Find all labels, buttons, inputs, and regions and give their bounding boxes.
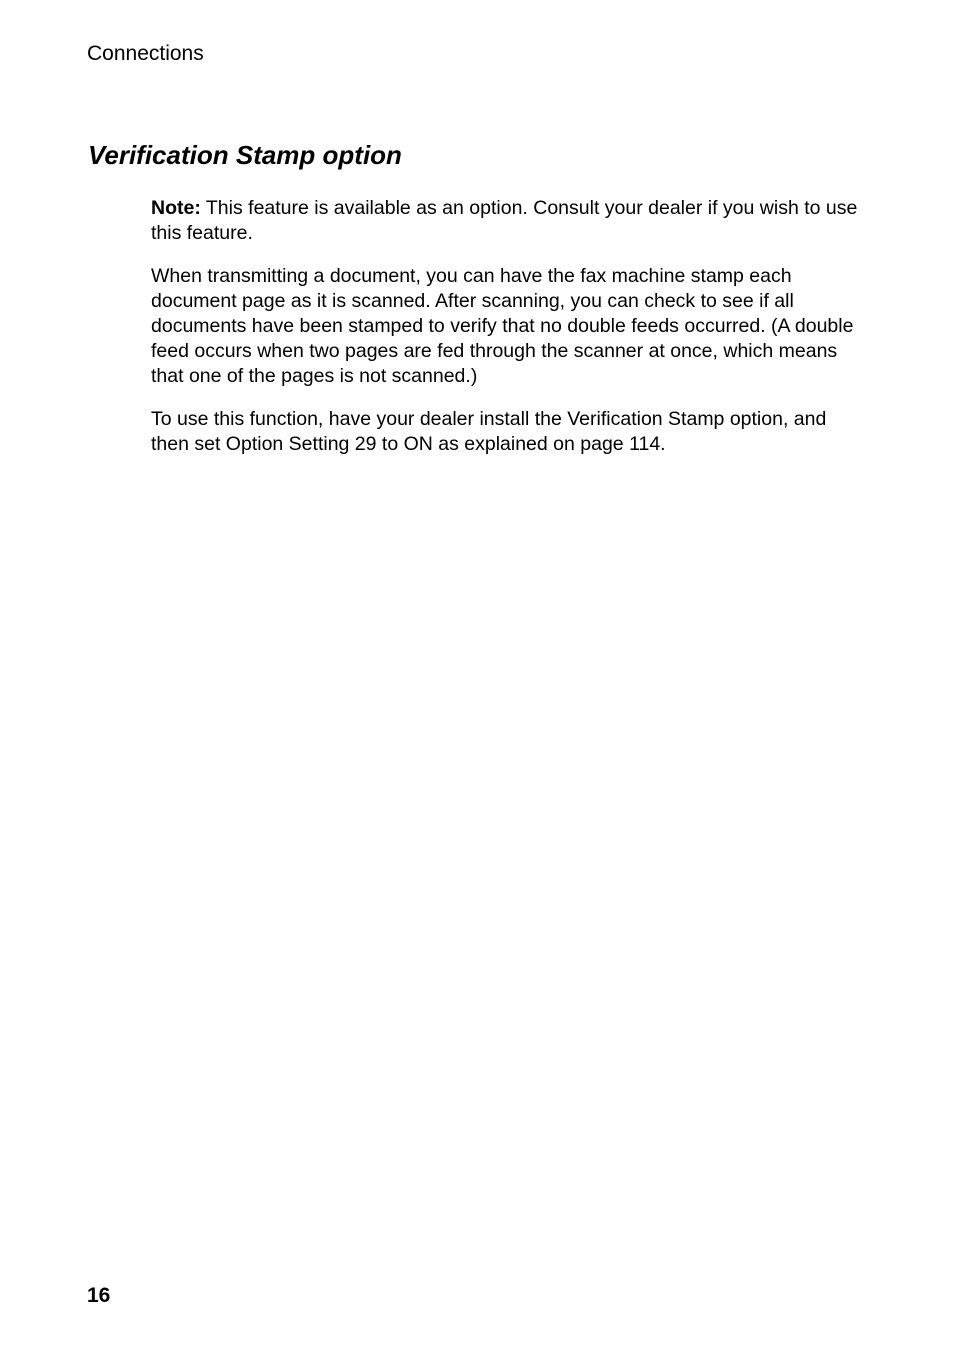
page-number: 16 [87, 1284, 111, 1307]
running-header: Connections [87, 42, 204, 65]
section-title: Verification Stamp option [88, 140, 402, 170]
note-text: This feature is available as an option. Consult your dealer if you wish to use this feature. [151, 197, 858, 244]
note-label: Note: [151, 197, 201, 219]
paragraph-setup-instructions: To use this function, have your dealer install the Verification Stamp option, and then set Option Setting 29 to ON as explained on page 114. [151, 408, 827, 455]
paragraph-stamp-description: When transmitting a document, you can have the fax machine stamp each document page as it is scanned. After scanning, you can check to see if all documents have been stamped to verify that no double feeds occurred. (A double feed occurs when two pages are fed through the scanner at once, which means that one of the pages is not scanned.) [151, 265, 854, 387]
note-paragraph [151, 196, 861, 246]
section-body [151, 196, 861, 475]
